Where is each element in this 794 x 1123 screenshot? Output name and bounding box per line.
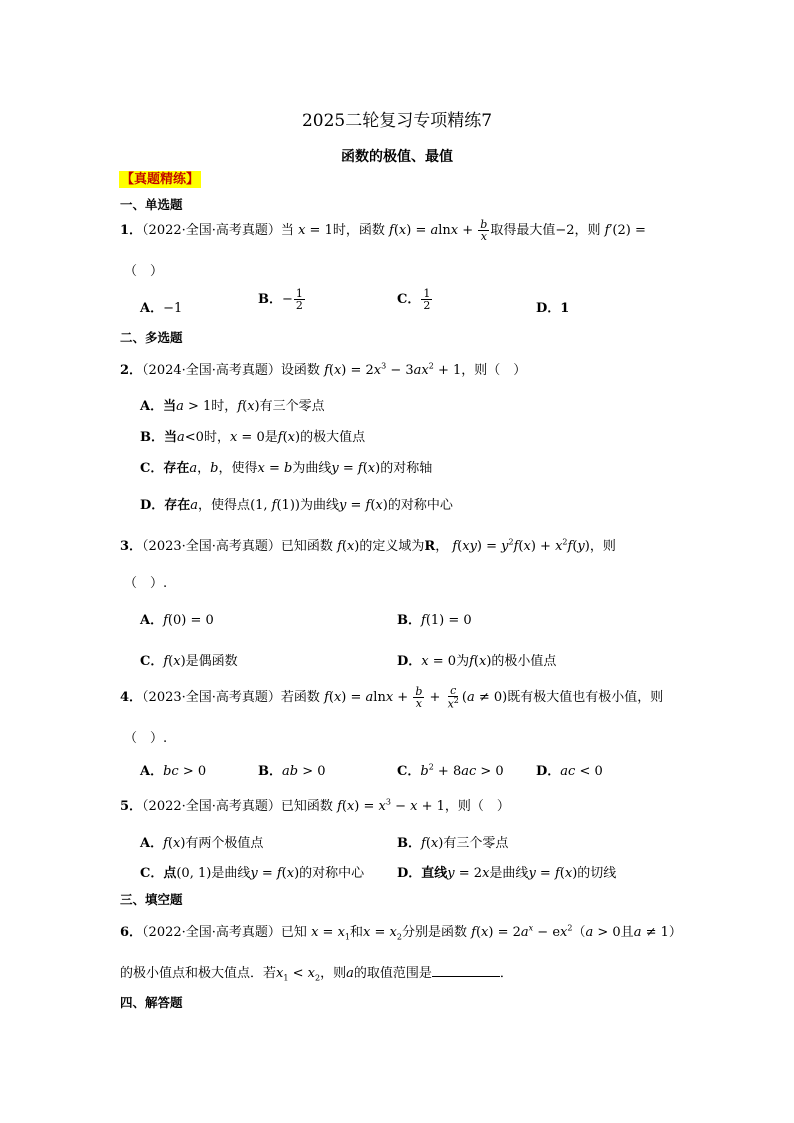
option-b: B．f(x)有三个零点 (397, 836, 509, 851)
option-c: C．点(0, 1)是曲线y = f(x)的对称中心 (140, 866, 365, 881)
option-a: A．f(0) = 0 (140, 613, 214, 628)
option-c: C．存在a，b，使得x = b为曲线y = f(x)的对称轴 (140, 461, 433, 476)
option-b: B．− $\frac{1}{2}$ (258, 287, 303, 312)
question-number: 1． (120, 223, 143, 238)
fraction: $\frac{c}{x^2}$ (447, 684, 459, 711)
question-2: 2．（2024·全国·高考真题）设函数 $f(x) = 2x^3 - 3ax^2 + 1$，则（ ） (120, 361, 527, 378)
option-b: B．f(1) = 0 (397, 613, 472, 628)
question-6: 6．（2022·全国·高考真题）已知 $x = x_1$和$x = x_2$分别是函数 $f(x) = 2a^x - ex^2(a > 0$且a ≠ 1） (120, 923, 682, 942)
math: f (389, 223, 394, 238)
page-subtitle: 函数的极值、最值 (341, 149, 453, 165)
section-heading-fill-blank: 三、填空题 (120, 892, 183, 907)
answer-blank (432, 963, 500, 977)
option-c: C．$b^2 + 8ac > 0$ (397, 762, 504, 779)
section-heading-single-choice: 一、单选题 (120, 197, 183, 212)
section-heading-multi-choice: 二、多选题 (120, 330, 183, 345)
option-d: D．x = 0为f(x)的极小值点 (397, 654, 557, 669)
question-6-line-2: 的极小值点和极大值点．若$x_1 < x_2$，则a的取值范围是 ． (120, 962, 513, 983)
option-d: D．直线y = 2x是曲线y = f(x)的切线 (397, 866, 617, 881)
option-b: B．当a<0时，x = 0是f(x)的极大值点 (140, 430, 366, 445)
fraction: $\frac{1}{2}$ (423, 287, 431, 312)
option-d: D．存在a，使得点(1, f(1))为曲线y = f(x)的对称中心 (140, 498, 453, 513)
question-4: 4．（2023·全国·高考真题）若函数 f(x) = alnx + $\frac{b}{x}$ + $\frac{c}{x^2}$ (a ≠ 0)既有极大值也有极小值，则 (120, 684, 664, 711)
question-3: 3．（2023·全国·高考真题）已知函数 f(x)的定义域为R， $f(xy) = y^2f(x) + x^2f(y)$，则 (120, 537, 616, 554)
fraction: $\frac{b}{x}$ (415, 685, 423, 710)
section-heading-solution: 四、解答题 (120, 995, 183, 1010)
option-d: D．ac < 0 (536, 764, 603, 779)
option-a: A．bc > 0 (140, 764, 207, 779)
fraction: $\frac{1}{2}$ (295, 287, 303, 312)
question-5: 5．（2022·全国·高考真题）已知函数 $f(x) = x^3 - x + 1$，则（ ） (120, 797, 510, 814)
option-a: A．−1 (140, 301, 183, 316)
option-b: B．ab > 0 (258, 764, 326, 779)
page-title: 2025二轮复习专项精练7 (301, 111, 493, 131)
question-1: 1．（2022·全国·高考真题）当 x = 1时，函数 f(x) = alnx + $\frac{b}{x}$ 取得最大值−2，则 f′(2) = (120, 218, 646, 243)
option-a: A．当a > 1时，f(x)有三个零点 (140, 399, 325, 414)
section-badge: 【真题精练】 (121, 172, 200, 187)
option-c: C． $\frac{1}{2}$ (397, 287, 431, 312)
answer-paren: （ ）. (124, 731, 168, 746)
answer-paren: （ ） (124, 264, 164, 279)
math: x (298, 223, 306, 238)
answer-paren: （ ）. (124, 576, 168, 591)
option-c: C．f(x)是偶函数 (140, 654, 238, 669)
option-a: A．f(x)有两个极值点 (140, 836, 264, 851)
fraction: $\frac{b}{x}$ (480, 218, 488, 243)
option-d: D．1 (536, 301, 570, 316)
question-source: （2022·全国·高考真题） (142, 223, 281, 238)
